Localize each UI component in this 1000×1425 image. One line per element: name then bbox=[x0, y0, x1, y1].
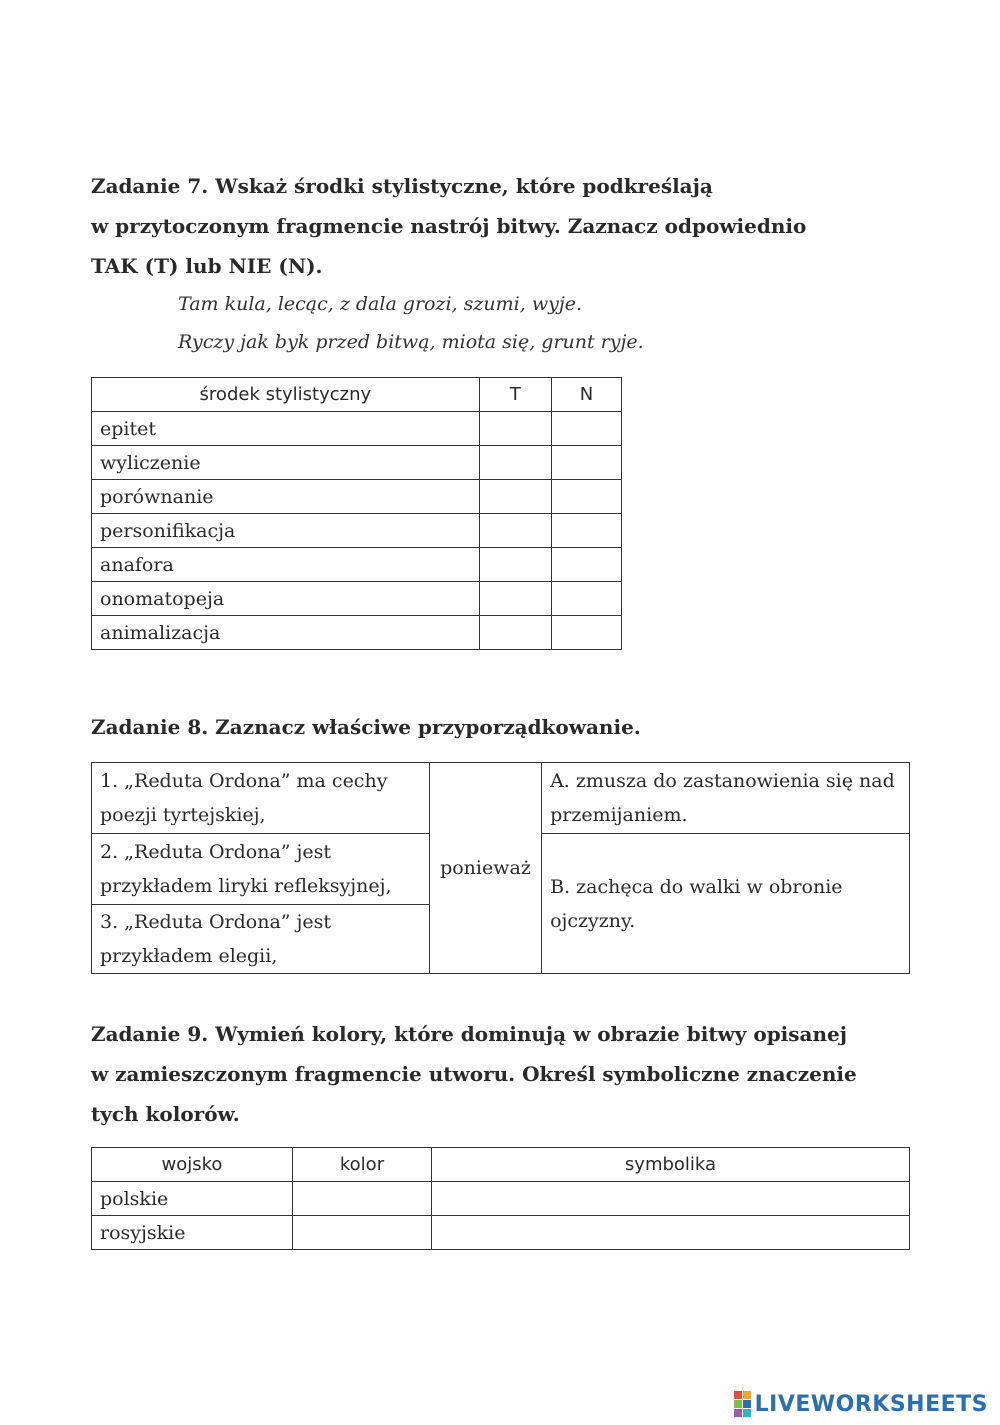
table-row bbox=[92, 514, 622, 548]
left-option-2[interactable]: 2. „Reduta Ordona” jest przykładem liryki refleksyjnej, bbox=[92, 834, 430, 905]
task9-heading bbox=[91, 1014, 921, 1134]
color-answer-cell[interactable] bbox=[293, 1216, 432, 1250]
device-label: anafora bbox=[92, 548, 480, 582]
table-row bbox=[92, 548, 622, 582]
task7-heading bbox=[91, 166, 921, 286]
poem-quote bbox=[178, 285, 644, 361]
liveworksheets-logo bbox=[734, 1391, 988, 1417]
answer-cell-t[interactable] bbox=[479, 480, 551, 514]
army-label: polskie bbox=[92, 1182, 293, 1216]
header-army: wojsko bbox=[92, 1148, 293, 1182]
table-row bbox=[92, 446, 622, 480]
device-label: animalizacja bbox=[92, 616, 480, 650]
answer-cell-t[interactable] bbox=[479, 616, 551, 650]
device-label: onomatopeja bbox=[92, 582, 480, 616]
answer-cell-t[interactable] bbox=[479, 514, 551, 548]
symbolism-answer-cell[interactable] bbox=[432, 1182, 910, 1216]
color-answer-cell[interactable] bbox=[293, 1182, 432, 1216]
answer-cell-t[interactable] bbox=[479, 548, 551, 582]
heading-line: w zamieszczonym fragmencie utworu. Określ symboliczne znaczenie bbox=[91, 1062, 857, 1086]
quote-line: Ryczy jak byk przed bitwą, miota się, grunt ryje. bbox=[178, 331, 644, 353]
connector: ponieważ bbox=[429, 763, 541, 974]
answer-cell-t[interactable] bbox=[479, 446, 551, 480]
answer-cell-t[interactable] bbox=[479, 412, 551, 446]
header-color: kolor bbox=[293, 1148, 432, 1182]
task8-heading bbox=[91, 707, 921, 747]
heading-line: Zadanie 8. Zaznacz właściwe przyporządkowanie. bbox=[91, 715, 641, 739]
answer-cell-n[interactable] bbox=[551, 446, 621, 480]
right-option-a[interactable]: A. zmusza do zastanowienia się nad przemijaniem. bbox=[542, 763, 910, 834]
answer-cell-n[interactable] bbox=[551, 412, 621, 446]
device-label: personifikacja bbox=[92, 514, 480, 548]
table-row bbox=[92, 616, 622, 650]
logo-badge-icon bbox=[734, 1391, 751, 1417]
answer-cell-t[interactable] bbox=[479, 582, 551, 616]
quote-line: Tam kula, lecąc, z dala grozi, szumi, wyje. bbox=[178, 293, 583, 315]
heading-line: TAK (T) lub NIE (N). bbox=[91, 254, 323, 278]
army-label: rosyjskie bbox=[92, 1216, 293, 1250]
left-option-1[interactable]: 1. „Reduta Ordona” ma cechy poezji tyrtejskiej, bbox=[92, 763, 430, 834]
header-n: N bbox=[551, 378, 621, 412]
device-label: porównanie bbox=[92, 480, 480, 514]
logo-text: LIVEWORKSHEETS bbox=[754, 1391, 988, 1417]
task8-matching-table bbox=[91, 762, 910, 974]
heading-line: Zadanie 7. Wskaż środki stylistyczne, które podkreślają bbox=[91, 174, 713, 198]
header-stylistic-device: środek stylistyczny bbox=[92, 378, 480, 412]
table-row bbox=[92, 582, 622, 616]
heading-line: tych kolorów. bbox=[91, 1102, 240, 1126]
left-option-3[interactable]: 3. „Reduta Ordona” jest przykładem elegii, bbox=[92, 905, 430, 974]
answer-cell-n[interactable] bbox=[551, 480, 621, 514]
right-option-b[interactable]: B. zachęca do walki w obronie ojczyzny. bbox=[542, 834, 910, 974]
table-row bbox=[92, 1216, 910, 1250]
table-row bbox=[92, 1182, 910, 1216]
heading-line: w przytoczonym fragmencie nastrój bitwy. Zaznacz odpowiednio bbox=[91, 214, 807, 238]
answer-cell-n[interactable] bbox=[551, 514, 621, 548]
header-symbolism: symbolika bbox=[432, 1148, 910, 1182]
task7-table bbox=[91, 377, 622, 650]
device-label: epitet bbox=[92, 412, 480, 446]
table-row bbox=[92, 412, 622, 446]
answer-cell-n[interactable] bbox=[551, 616, 621, 650]
task9-table bbox=[91, 1147, 910, 1250]
device-label: wyliczenie bbox=[92, 446, 480, 480]
header-t: T bbox=[479, 378, 551, 412]
symbolism-answer-cell[interactable] bbox=[432, 1216, 910, 1250]
answer-cell-n[interactable] bbox=[551, 582, 621, 616]
table-row bbox=[92, 480, 622, 514]
heading-line: Zadanie 9. Wymień kolory, które dominują w obrazie bitwy opisanej bbox=[91, 1022, 847, 1046]
answer-cell-n[interactable] bbox=[551, 548, 621, 582]
